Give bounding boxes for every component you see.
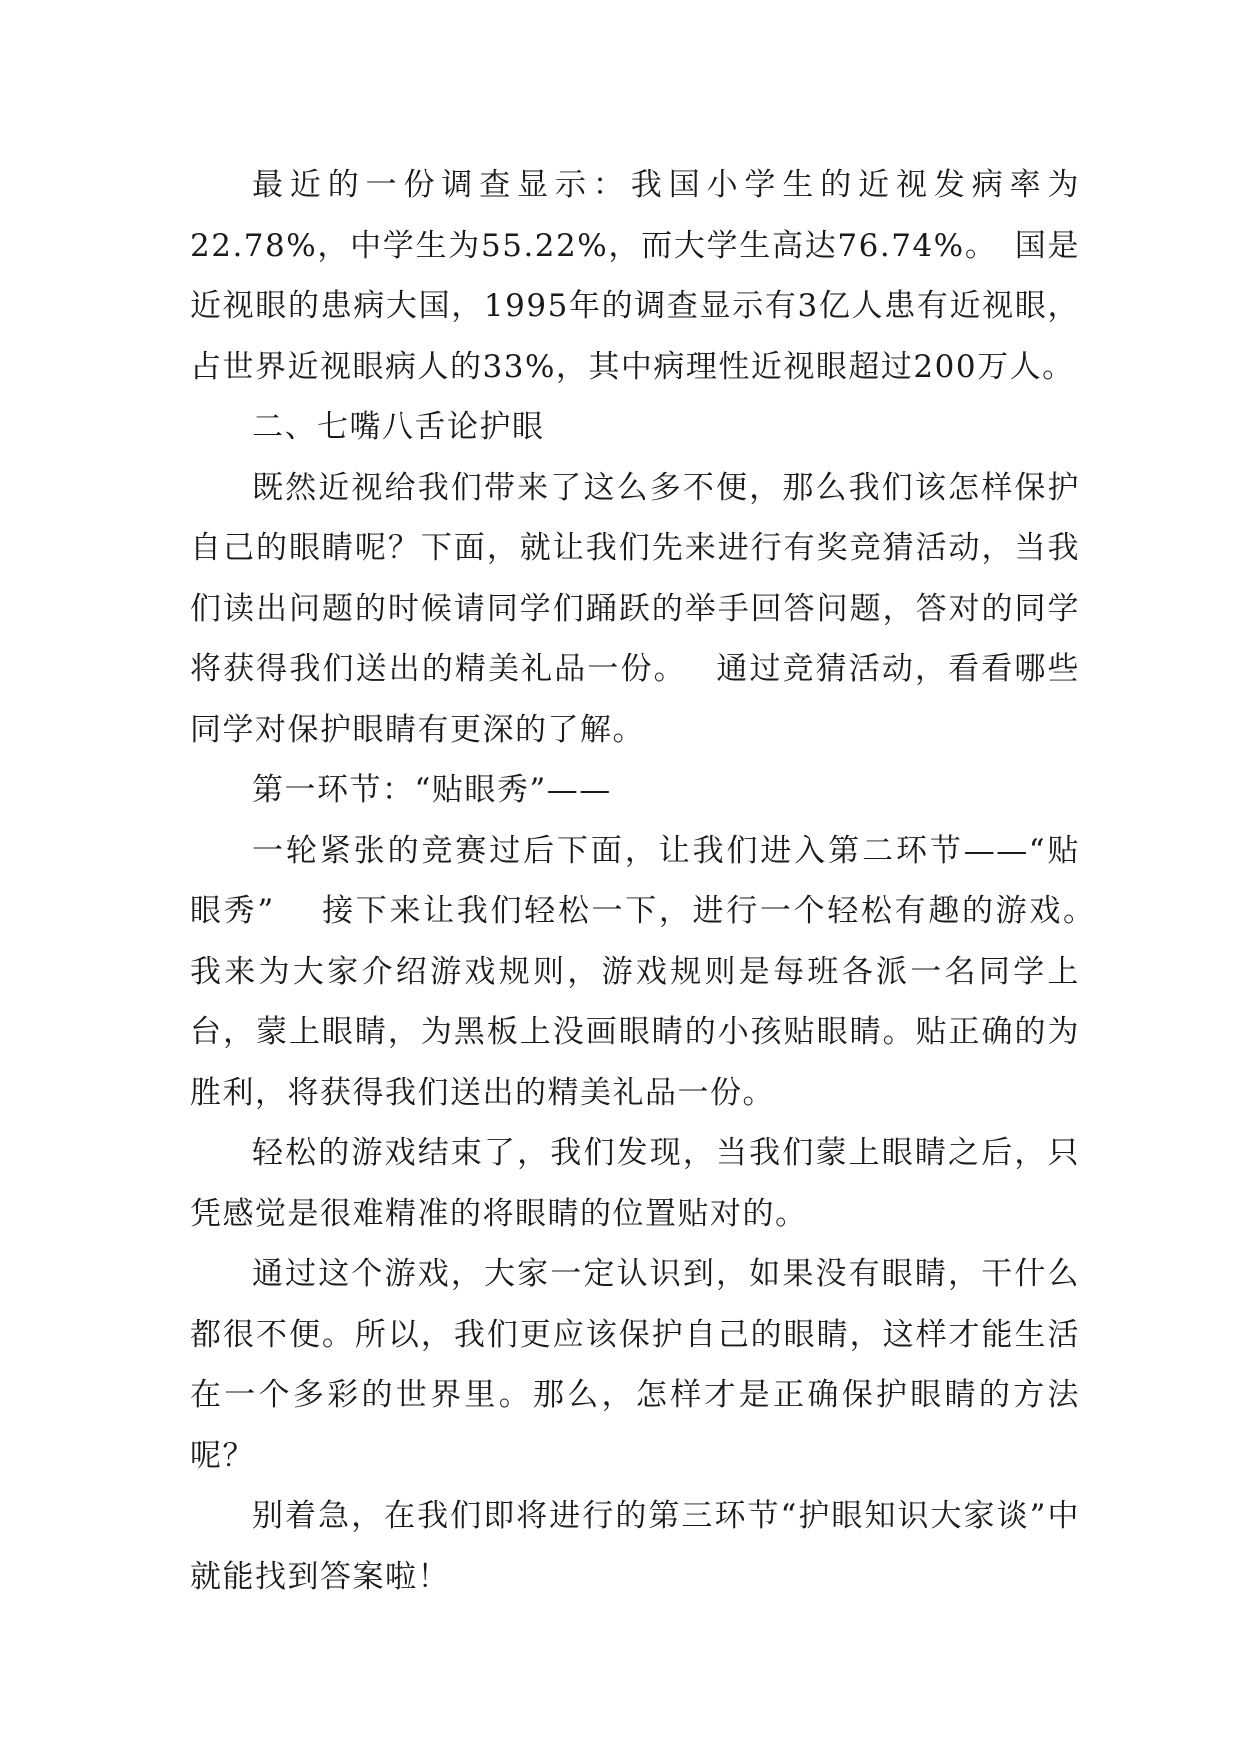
paragraph-game-result: 轻松的游戏结束了，我们发现，当我们蒙上眼睛之后，只凭感觉是很难精准的将眼睛的位置贴对的。 [190,1135,1080,1232]
paragraph-quiz-intro: 既然近视给我们带来了这么多不便，那么我们该怎样保护自己的眼睛呢？下面，就让我们先来进行有奖竞猜活动，当我们读出问题的时候请同学们踊跃的举手回答问题，答对的同学将获得我们送出的精美礼品一份。 通过竞猜活动，看看哪些同学对保护眼睛有更深的了解。 [190,469,1080,748]
heading-first-segment: 第一环节：“贴眼秀”—— [252,772,612,808]
paragraph-game-lesson: 通过这个游戏，大家一定认识到，如果没有眼睛，干什么都很不便。所以，我们更应该保护自己的眼睛，这样才能生活在一个多彩的世界里。那么，怎样才是正确保护眼睛的方法呢？ [190,1256,1080,1474]
section-heading-eye-care-discussion: 二、七嘴八舌论护眼 [252,409,545,445]
paragraph-game-rules: 一轮紧张的竞赛过后下面，让我们进入第二环节——“贴眼秀” 接下来让我们轻松一下，进行一个轻松有趣的游戏。 我来为大家介绍游戏规则，游戏规则是每班各派一名同学上台，蒙上眼睛，为黑板上没画眼睛的小孩贴眼睛。贴正确的为胜利，将获得我们送出的精美礼品一份。 [190,832,1113,1111]
paragraph-myopia-statistics: 最近的一份调查显示：我国小学生的近视发病率为22.78%，中学生为55.22%，而大学生高达76.74%。 国是近视眼的患病大国，1995年的调查显示有3亿人患有近视眼，占世界近视眼病人的33%，其中病理性近视眼超过200万人。 [190,167,1080,385]
document-body [190,155,1113,1607]
paragraph-next-segment: 别着急，在我们即将进行的第三环节“护眼知识大家谈”中就能找到答案啦！ [190,1498,1080,1595]
